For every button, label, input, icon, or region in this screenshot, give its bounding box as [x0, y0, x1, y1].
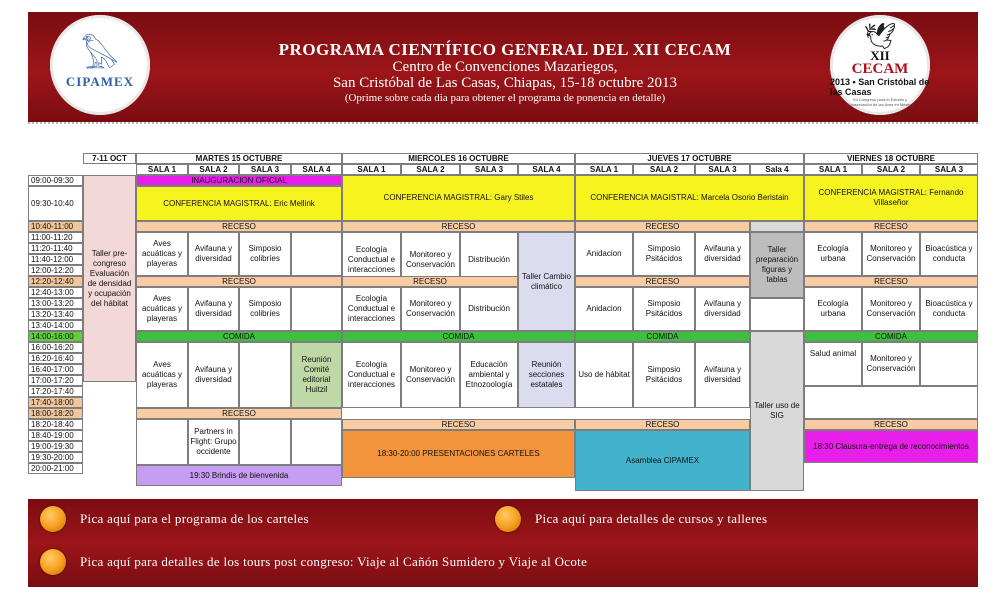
receso-block: RECESO [342, 276, 518, 287]
day-header-friday[interactable]: VIERNES 18 OCTUBRE [804, 153, 978, 164]
cecam-logo-name: CECAM [851, 61, 909, 77]
time-slot: 19:00-19:30 [28, 441, 83, 452]
dotted-divider [28, 122, 978, 130]
room-header: SALA 2 [862, 164, 920, 175]
day-header-tuesday[interactable]: MARTES 15 OCTUBRE [136, 153, 342, 164]
session-cell[interactable]: Reunión secciones estatales [518, 342, 575, 408]
session-cell[interactable]: Anidacion [575, 232, 633, 276]
receso-block: RECESO [804, 221, 978, 232]
session-cell[interactable]: Monitoreo y Conservación [401, 342, 460, 408]
time-slot: 16:40-17:00 [28, 364, 83, 375]
link-carteles-label: Pica aquí para el programa de los carteles [80, 511, 309, 526]
cecam-logo-year: 2013 • San Cristóbal de las Casas [830, 77, 930, 97]
receso-block: RECESO [575, 419, 750, 430]
orange-bullet-icon [40, 549, 66, 575]
time-slot: 12:20-12:40 [28, 276, 83, 287]
empty-cell [291, 287, 342, 331]
session-cell[interactable]: Taller Cambio climático [518, 232, 575, 331]
session-cell[interactable]: Partners in Flight: Grupo occidente [188, 419, 239, 465]
room-header: SALA 2 [633, 164, 695, 175]
time-slot: 17:40-18:00 [28, 397, 83, 408]
receso-block: RECESO [136, 276, 342, 287]
session-cell[interactable]: Avifauna y diversidad [695, 342, 750, 408]
time-slot: 17:20-17:40 [28, 386, 83, 397]
room-header: SALA 3 [920, 164, 978, 175]
receso-block: RECESO [342, 419, 575, 430]
session-cell[interactable]: Simposio Psitácidos [633, 287, 695, 331]
inauguracion-block[interactable]: INAUGURACION OFICIAL [136, 175, 342, 186]
time-slot: 12:00-12:20 [28, 265, 83, 276]
venue-line: Centro de Convenciones Mazariegos, [392, 59, 618, 75]
session-cell[interactable]: Ecología Conductual e interacciones [342, 287, 401, 331]
sig-workshop[interactable]: Taller uso de SIG [750, 331, 804, 491]
session-cell[interactable]: Simposio colibríes [239, 287, 291, 331]
comida-block: COMIDA [342, 331, 575, 342]
session-cell[interactable]: Simposio Psitácidos [633, 342, 695, 408]
session-cell[interactable]: Monitoreo y Conservación [401, 232, 460, 287]
room-header: SALA 4 [291, 164, 342, 175]
time-slot: 11:20-11:40 [28, 243, 83, 254]
link-carteles[interactable] [40, 506, 309, 532]
receso-block: RECESO [575, 276, 750, 287]
comida-block: COMIDA [804, 331, 978, 342]
time-slot: 13:20-13:40 [28, 309, 83, 320]
day-header-wednesday[interactable]: MIERCOLES 16 OCTUBRE [342, 153, 575, 164]
page-title-block [260, 40, 750, 105]
room-header: SALA 3 [695, 164, 750, 175]
time-slot: 16:00-16:20 [28, 342, 83, 353]
room-header: Sala 4 [750, 164, 804, 175]
empty-cell [239, 342, 291, 408]
time-slot: 14:00-16:00 [28, 331, 83, 342]
bird-glyph-icon: 𓅃 [81, 38, 119, 76]
pre-congress-workshop[interactable]: Taller pre-congreso Evaluación de densidad y ocupación del hábitat [83, 175, 136, 382]
link-cursos-label: Pica aquí para detalles de cursos y talleres [535, 511, 768, 526]
session-cell[interactable]: Reunión Comité editorial Huitzil [291, 342, 342, 408]
magistral-friday[interactable]: CONFERENCIA MAGISTRAL: Fernando Villaseñor [804, 175, 978, 221]
cecam-logo[interactable] [830, 15, 930, 115]
magistral-thursday[interactable]: CONFERENCIA MAGISTRAL: Marcela Osorio Beristain [575, 175, 804, 221]
session-cell[interactable]: Ecología Conductual e interacciones [342, 232, 401, 287]
comida-block: COMIDA [575, 331, 750, 342]
time-slot: 10:40-11:00 [28, 221, 83, 232]
session-cell[interactable]: Salud animal [804, 342, 862, 386]
empty-cell [920, 342, 978, 386]
session-cell[interactable]: Avifauna y diversidad [695, 232, 750, 276]
page-title: PROGRAMA CIENTÍFICO GENERAL DEL XII CECAM [278, 40, 732, 59]
session-cell[interactable]: Aves acuáticas y playeras [136, 287, 188, 331]
time-slot: 11:00-11:20 [28, 232, 83, 243]
session-cell[interactable]: Monitoreo y Conservación [862, 232, 920, 276]
magistral-wednesday[interactable]: CONFERENCIA MAGISTRAL: Gary Stiles [342, 175, 575, 221]
session-cell[interactable]: Monitoreo y Conservación [862, 342, 920, 386]
day-header-thursday[interactable]: JUEVES 17 OCTUBRE [575, 153, 804, 164]
comida-block: COMIDA [136, 331, 342, 342]
welcome-drinks-block[interactable]: 19:30 Brindis de bienvenida [136, 465, 342, 486]
closing-ceremony-block[interactable]: 18:30 Clausura-entrega de reconocimientos [804, 430, 978, 463]
session-cell[interactable]: Ecología urbana [804, 232, 862, 276]
time-slot: 13:40-14:00 [28, 320, 83, 331]
empty-cell [136, 419, 188, 465]
link-cursos[interactable] [495, 506, 767, 532]
poster-session-block[interactable]: 18:30-20:00 PRESENTACIONES CARTELES [342, 430, 575, 478]
session-cell[interactable]: Bioacústica y conducta [920, 232, 978, 276]
session-cell[interactable]: Simposio Psitácidos [633, 232, 695, 276]
cipamex-logo[interactable] [50, 15, 150, 115]
session-cell[interactable]: Aves acuáticas y playeras [136, 342, 188, 408]
time-slot: 17:00-17:20 [28, 375, 83, 386]
empty-cell [750, 298, 804, 331]
room-header: SALA 3 [239, 164, 291, 175]
time-slot: 16:20-16:40 [28, 353, 83, 364]
link-tours[interactable] [40, 549, 587, 575]
time-slot: 19:30-20:00 [28, 452, 83, 463]
time-slot: 18:00-18:20 [28, 408, 83, 419]
time-slot: 09:00-09:30 [28, 175, 83, 186]
time-slot: 12:40-13:00 [28, 287, 83, 298]
session-cell[interactable]: Anidacion [575, 287, 633, 331]
schedule-grid [28, 153, 978, 490]
session-cell[interactable]: Taller preparación figuras y tablas [750, 232, 804, 298]
session-cell[interactable]: Simposio colibríes [239, 232, 291, 276]
cecam-logo-roman: XII [870, 48, 890, 63]
bird-silhouette-icon: 🕊 [863, 21, 897, 51]
session-cell[interactable]: Distribución [460, 287, 518, 331]
room-header: SALA 1 [575, 164, 633, 175]
session-cell[interactable]: Monitoreo y Conservación [862, 287, 920, 331]
room-header: SALA 1 [136, 164, 188, 175]
assembly-block[interactable]: Asamblea CIPAMEX [575, 430, 750, 491]
receso-block: RECESO [136, 221, 342, 232]
room-header: SALA 1 [804, 164, 862, 175]
time-slot: 18:40-19:00 [28, 430, 83, 441]
magistral-tuesday[interactable]: CONFERENCIA MAGISTRAL: Eric Mellink [136, 186, 342, 221]
time-slot: 11:40-12:00 [28, 254, 83, 265]
empty-cell [804, 386, 978, 419]
session-cell[interactable]: Ecología Conductual e interacciones [342, 342, 401, 408]
receso-block: RECESO [575, 221, 750, 232]
instruction-line: (Oprime sobre cada dia para obtener el programa de ponencia en detalle) [344, 92, 666, 104]
cipamex-logo-text: CIPAMEX [65, 74, 135, 89]
time-slot: 09:30-10:40 [28, 186, 83, 221]
session-cell[interactable]: Distribución [460, 232, 518, 287]
time-slot: 18:20-18:40 [28, 419, 83, 430]
session-cell[interactable]: Uso de hábitat [575, 342, 633, 408]
empty-cell [750, 221, 804, 232]
room-header: SALA 2 [188, 164, 239, 175]
session-cell[interactable]: Avifauna y diversidad [695, 287, 750, 331]
receso-block: RECESO [342, 221, 575, 232]
room-header: SALA 4 [518, 164, 575, 175]
orange-bullet-icon [495, 506, 521, 532]
time-slot: 20:00-21:00 [28, 463, 83, 474]
corner-date: 7-11 OCT [83, 153, 136, 164]
empty-cell [291, 419, 342, 465]
link-tours-label: Pica aquí para detalles de los tours post congreso: Viaje al Cañón Sumidero y Viaje al Ocote [80, 554, 588, 569]
receso-block: RECESO [804, 419, 978, 430]
session-cell[interactable]: Ecología urbana [804, 287, 862, 331]
session-cell[interactable]: Avifauna y diversidad [188, 342, 239, 408]
receso-block: RECESO [136, 408, 342, 419]
room-header: SALA 3 [460, 164, 518, 175]
room-header: SALA 2 [401, 164, 460, 175]
session-cell[interactable]: Avifauna y diversidad [188, 287, 239, 331]
session-cell[interactable]: Bioacústica y conducta [920, 287, 978, 331]
orange-bullet-icon [40, 506, 66, 532]
empty-cell [291, 232, 342, 276]
empty-cell [239, 419, 291, 465]
session-cell[interactable]: Avifauna y diversidad [188, 232, 239, 276]
cecam-logo-subcaption: XII Congreso para el Estudio y Conservación de las Aves en México [847, 97, 913, 107]
time-slot: 13:00-13:20 [28, 298, 83, 309]
session-cell[interactable]: Aves acuáticas y playeras [136, 232, 188, 276]
location-line: San Cristóbal de Las Casas, Chiapas, 15-18 octubre 2013 [332, 75, 678, 91]
room-header: SALA 1 [342, 164, 401, 175]
receso-block: RECESO [804, 276, 978, 287]
session-cell[interactable]: Monitoreo y Conservación [401, 287, 460, 331]
session-cell[interactable]: Educación ambiental y Etnozoología [460, 342, 518, 408]
